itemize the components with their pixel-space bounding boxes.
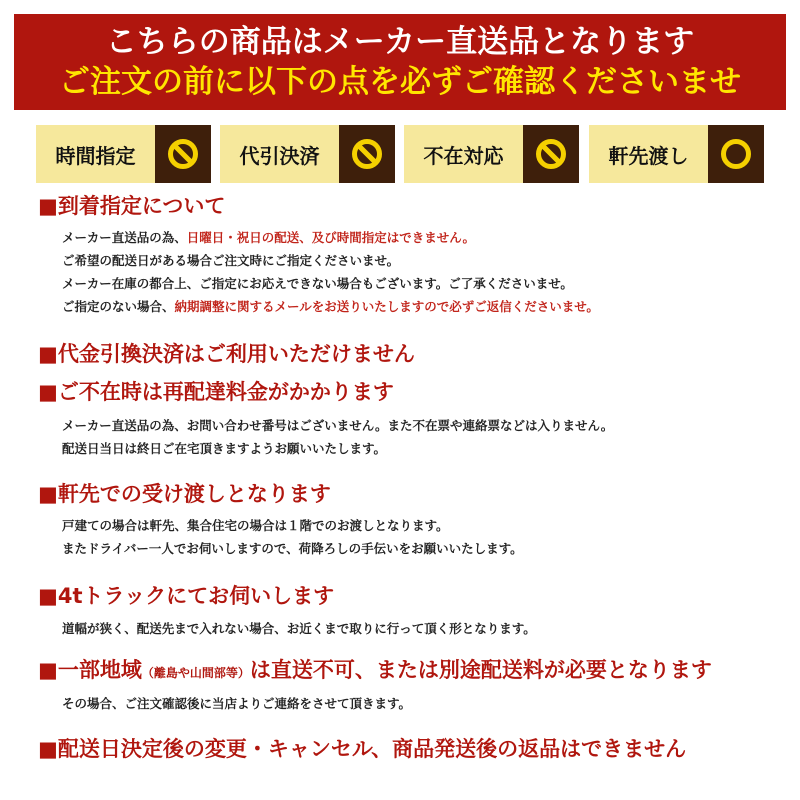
badge-time-designation <box>36 125 211 183</box>
body-line: メーカー直送品の為、日曜日・祝日の配送、及び時間指定はできません。 <box>62 230 476 245</box>
body-line: 配送日当日は終日ご在宅頂きますようお願いいたします。 <box>62 441 387 456</box>
badge-label: 不在対応 <box>404 125 523 183</box>
section-body-redelivery <box>62 414 613 460</box>
section-body-truck <box>62 617 536 640</box>
body-line: メーカー直送品の為、お問い合わせ番号はございません。また不在票や連絡票などは入りません。 <box>62 418 614 433</box>
section-body-regions <box>62 692 411 715</box>
section-title-regions: ■一部地域（離島や山間部等）は直送不可、または別途配送料が必要となります <box>38 658 712 682</box>
header-line-1: こちらの商品はメーカー直送品となります <box>105 24 695 60</box>
available-icon <box>708 125 764 183</box>
badge-label: 代引決済 <box>220 125 339 183</box>
service-badges <box>36 125 764 183</box>
badge-cash-on-delivery <box>220 125 395 183</box>
badge-label: 軒先渡し <box>589 125 708 183</box>
section-title-redelivery: ■ご不在時は再配達料金がかかります <box>38 380 394 404</box>
section-title-cod: ■代金引換決済はご利用いただけません <box>38 342 415 366</box>
body-line: ご希望の配送日がある場合ご注文時にご指定くださいませ。 <box>62 253 400 268</box>
not-available-icon <box>523 125 579 183</box>
body-line: 戸建ての場合は軒先、集合住宅の場合は１階でのお渡しとなります。 <box>62 518 449 533</box>
badge-label: 時間指定 <box>36 125 155 183</box>
body-line: ご指定のない場合、納期調整に関するメールをお送りいたしますので必ずご返信くださいませ。 <box>62 299 599 314</box>
section-title-arrival: ■到着指定について <box>38 194 226 218</box>
body-line: 道幅が狭く、配送先まで入れない場合、お近くまで取りに行って頂く形となります。 <box>62 621 536 636</box>
not-available-icon <box>339 125 395 183</box>
title-note: （離島や山間部等） <box>141 666 250 680</box>
section-body-arrival <box>62 226 599 318</box>
not-available-icon <box>155 125 211 183</box>
section-title-doorstep: ■軒先での受け渡しとなります <box>38 482 331 506</box>
header-line-2: ご注文の前に以下の点を必ずご確認くださいませ <box>59 64 741 100</box>
body-line: メーカー在庫の都合上、ご指定にお応えできない場合もございます。ご了承くださいませ。 <box>62 276 573 291</box>
body-line: その場合、ご注文確認後に当店よりご連絡をさせて頂きます。 <box>62 696 412 711</box>
section-title-no-changes: ■配送日決定後の変更・キャンセル、商品発送後の返品はできません <box>38 737 687 761</box>
section-title-truck: ■4tトラックにてお伺いします <box>38 584 335 608</box>
body-line: またドライバー一人でお伺いしますので、荷降ろしの手伝いをお願いいたします。 <box>62 541 523 556</box>
badge-absence-support <box>404 125 579 183</box>
section-body-doorstep <box>62 514 523 560</box>
notice-header <box>14 14 786 110</box>
badge-doorstep-delivery <box>589 125 764 183</box>
